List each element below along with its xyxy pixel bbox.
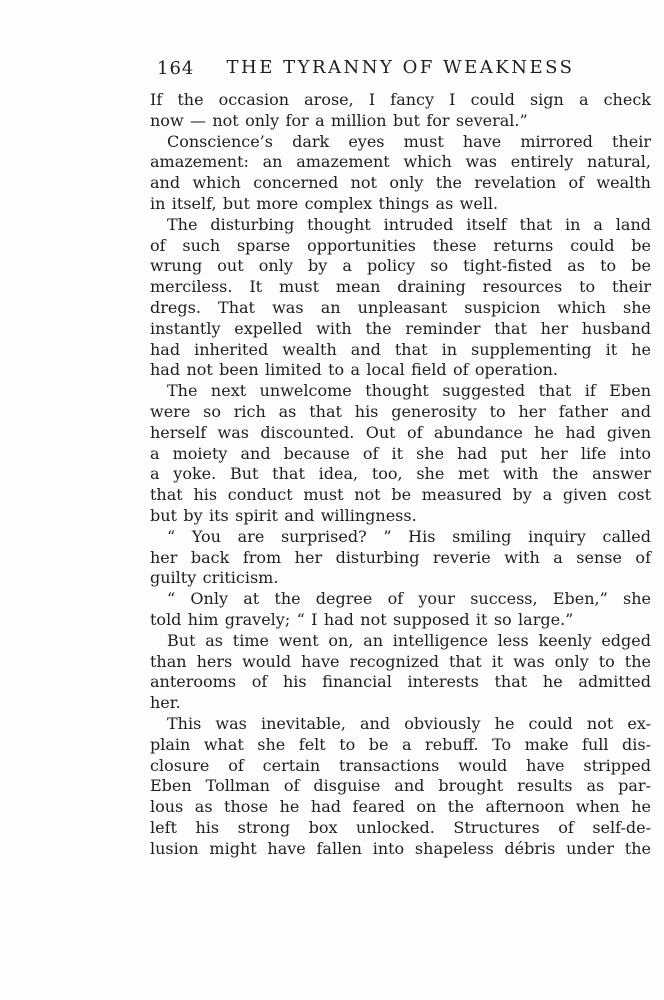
text-line: herself was discounted. Out of abundance he had given (150, 422, 651, 442)
text-line: told him gravely; “ I had not supposed it so large.” (150, 609, 574, 629)
text-line: lusion might have fallen into shapeless débris under the (150, 838, 651, 858)
text-line: and which concerned not only the revelation of wealth (150, 173, 651, 193)
text-line: guilty criticism. (150, 568, 279, 588)
text-line: instantly expelled with the reminder that her husband (150, 318, 651, 338)
text-line: dregs. That was an unpleasant suspicion which she (150, 297, 651, 317)
text-line: a yoke. But that idea, too, she met with the answer (150, 464, 651, 484)
text-line: Conscience’s dark eyes must have mirrored their (167, 131, 651, 151)
text-line: her back from her disturbing reverie with a sense of (150, 547, 651, 567)
text-line: This was inevitable, and obviously he could not ex- (167, 713, 651, 733)
text-line: but by its spirit and willingness. (150, 505, 417, 525)
text-line: The next unwelcome thought suggested that if Eben (167, 381, 651, 401)
running-title: THE TYRANNY OF WEAKNESS (226, 57, 575, 78)
text-line: closure of certain transactions would have stripped (150, 755, 651, 775)
text-line: But as time went on, an intelligence less keenly edged (167, 630, 651, 650)
text-line: amazement: an amazement which was entirely natural, (150, 152, 651, 172)
paragraph (150, 381, 651, 527)
text-line: now — not only for a million but for several.” (150, 110, 528, 130)
paragraph (150, 527, 651, 589)
text-line: “ Only at the degree of your success, Eben,” she (167, 589, 651, 609)
text-line: plain what she felt to be a rebuff. To make full dis- (150, 734, 651, 754)
text-line: merciless. It must mean draining resources to their (150, 277, 651, 297)
paragraph (150, 90, 651, 132)
paragraph (150, 714, 651, 860)
text-line: of such sparse opportunities these returns could be (150, 235, 651, 255)
text-line: Eben Tollman of disguise and brought results as par- (150, 776, 651, 796)
text-line: “ You are surprised? ” His smiling inquiry called (167, 526, 651, 546)
text-line: had inherited wealth and that in supplementing it he (150, 339, 651, 359)
page-number: 164 (157, 58, 195, 79)
text-line: than hers would have recognized that it was only to the (150, 651, 651, 671)
paragraph (150, 215, 651, 381)
page-body (150, 90, 651, 859)
text-line: her. (150, 693, 181, 713)
text-line: left his strong box unlocked. Structures of self-de- (150, 817, 651, 837)
text-line: lous as those he had feared on the afternoon when he (150, 797, 651, 817)
text-line: had not been limited to a local field of operation. (150, 360, 559, 380)
paragraph (150, 132, 651, 215)
paragraph (150, 589, 651, 631)
paragraph (150, 631, 651, 714)
text-line: wrung out only by a policy so tight-fisted as to be (150, 256, 651, 276)
text-line: a moiety and because of it she had put her life into (150, 443, 651, 463)
text-line: that his conduct must not be measured by a given cost (150, 485, 651, 505)
text-line: anterooms of his financial interests that he admitted (150, 672, 651, 692)
text-line: If the occasion arose, I fancy I could sign a check (150, 90, 651, 109)
text-line: were so rich as that his generosity to her father and (150, 401, 651, 421)
page-header (150, 57, 651, 81)
text-line: in itself, but more complex things as well. (150, 193, 499, 213)
text-line: The disturbing thought intruded itself that in a land (167, 214, 651, 234)
